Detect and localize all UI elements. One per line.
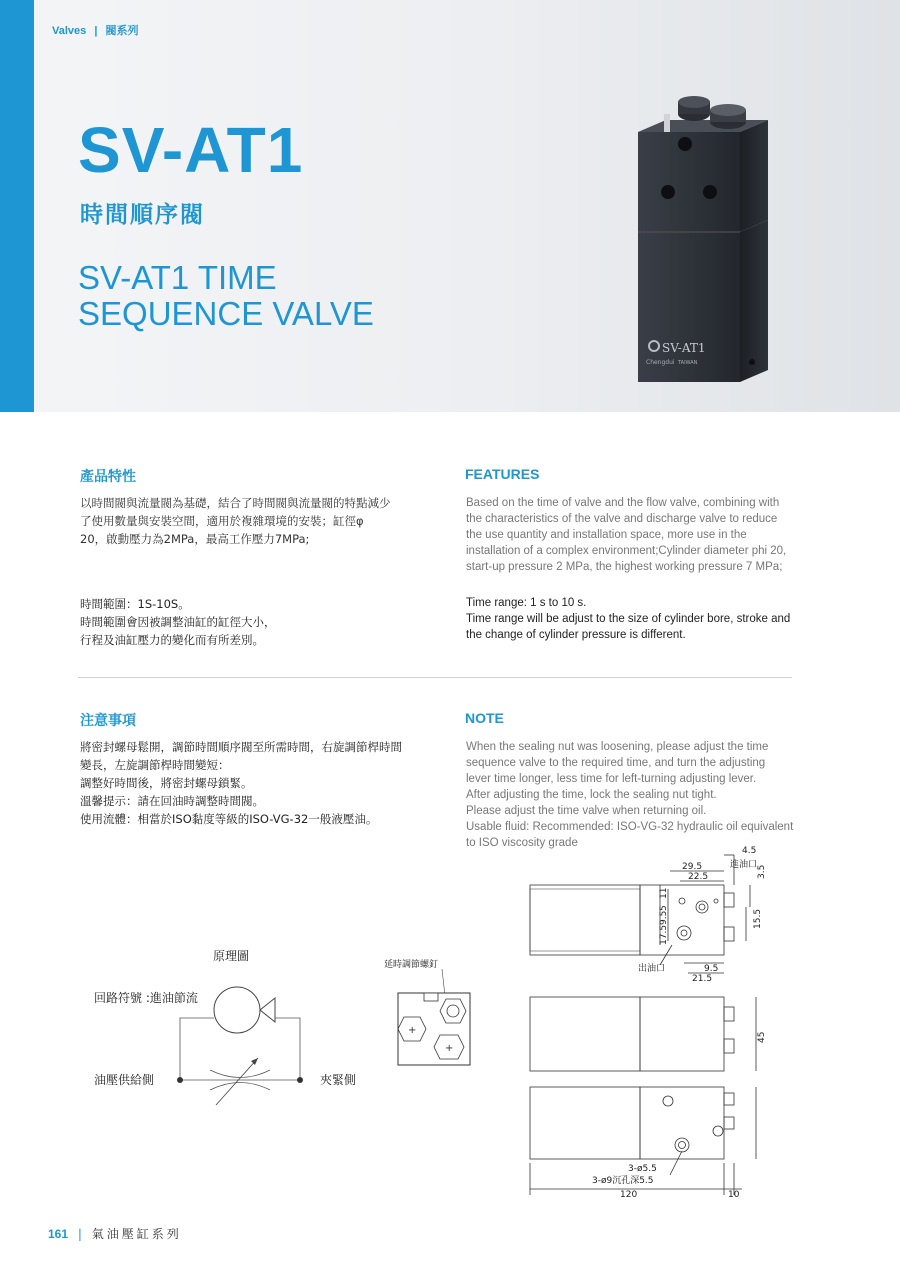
svg-text:+: +: [445, 1043, 454, 1054]
note-title-zh: 注意事項: [80, 712, 136, 728]
time-range-zh: [80, 595, 276, 649]
circuit-symbol-label: 回路符號 :進油節流: [94, 991, 198, 1005]
breadcrumb: [52, 22, 138, 38]
product-name-en-line2: SEQUENCE VALVE: [78, 295, 374, 332]
section-divider: [78, 677, 792, 678]
breadcrumb-en[interactable]: Valves: [52, 25, 87, 37]
product-name-en-line1: SV-AT1 TIME: [78, 259, 277, 296]
photo-model-label: SV-AT1: [662, 341, 706, 355]
note-en-line: Please adjust the time valve when returning oil.: [466, 805, 707, 817]
dim-5: 5: [659, 905, 669, 911]
time-range-en: [466, 595, 790, 643]
dimension-drawing: [520, 845, 790, 1205]
time-range-en-line: Time range will be adjust to the size of cylinder bore, stroke and: [466, 613, 791, 625]
schematic-title: 原理圖: [213, 949, 250, 963]
product-name-zh: 時間順序閥: [80, 202, 205, 228]
dim-9-5-vertical: 9.5: [659, 910, 669, 925]
note-en-line: After adjusting the time, lock the sealing nut tight.: [466, 789, 717, 801]
note-body-zh: [80, 738, 402, 828]
features-en-line: Based on the time of valve and the flow valve, combining with: [466, 497, 780, 509]
accent-bar: [0, 0, 34, 412]
photo-brand-label: Chengdui: [646, 359, 675, 366]
dim-17-5: 17.5: [659, 924, 669, 945]
dim-120: 120: [620, 1190, 638, 1200]
holes-dim-1: 3-ø5.5: [628, 1164, 657, 1174]
note-zh-line: 調整好時間後，將密封螺母鎖緊。: [80, 776, 253, 790]
breadcrumb-zh[interactable]: 閥系列: [105, 25, 139, 37]
valve-product-photo: [620, 92, 780, 392]
features-body-zh: [80, 494, 391, 548]
breadcrumb-separator: |: [94, 25, 98, 37]
dim-22-5: 22.5: [688, 872, 709, 882]
clamp-side-label: 夾緊側: [320, 1073, 357, 1087]
features-zh-line: 了使用數量與安裝空間，適用於複雜環境的安裝；缸徑φ: [80, 514, 364, 528]
dim-29-5: 29.5: [682, 862, 703, 872]
product-name-en: [78, 260, 374, 332]
time-range-en-line: the change of cylinder pressure is different.: [466, 629, 686, 641]
dim-9-5: 9.5: [704, 964, 719, 974]
series-name: 氣油壓缸系列: [91, 1227, 182, 1241]
features-en-line: installation of a complex environment;Cylinder diameter phi 20,: [466, 545, 787, 557]
dim-4-5: 4.5: [742, 846, 757, 856]
note-en-line: Usable fluid: Recommended: ISO-VG-32 hydraulic oil equivalent: [466, 821, 794, 833]
features-title-zh: 產品特性: [80, 468, 136, 484]
features-en-line: the use quantity and installation space, more use in the: [466, 529, 747, 541]
adjust-screw-label: 延時調節螺釘: [384, 960, 439, 970]
note-zh-line: 將密封螺母鬆開，調節時間順序閥至所需時間，右旋調節桿時間: [80, 740, 402, 754]
note-title-en: NOTE: [465, 710, 504, 726]
holes-dim-2: 3-ø9沉孔深5.5: [592, 1176, 654, 1186]
time-range-zh-line: 時間範圍會因被調整油缸的缸徑大小，: [80, 615, 276, 629]
note-zh-line: 使用流體：相當於ISO黏度等級的ISO-VG-32一般液壓油。: [80, 812, 378, 826]
note-zh-line: 變長，左旋調節桿時間變短：: [80, 758, 230, 772]
note-en-line: sequence valve to the required time, and turn the adjusting: [466, 757, 766, 769]
product-code: SV-AT1: [78, 114, 304, 186]
page-number: 161: [48, 1227, 69, 1241]
note-en-line: to ISO viscosity grade: [466, 837, 578, 849]
footer-separator: |: [77, 1227, 82, 1241]
features-body-en: [466, 495, 786, 575]
inlet-label: 進油口: [730, 860, 758, 870]
dim-10: 10: [728, 1190, 740, 1200]
time-range-zh-line: 行程及油缸壓力的變化而有所差別。: [80, 633, 264, 647]
page-footer: [48, 1225, 182, 1242]
adjusting-screw-view: [380, 955, 480, 1070]
dim-15-5: 15.5: [753, 908, 763, 929]
time-range-en-line: Time range: 1 s to 10 s.: [466, 597, 587, 609]
note-en-line: lever time longer, less time for left-turning adjusting lever.: [466, 773, 757, 785]
features-en-line: the characteristics of the valve and discharge valve to reduce: [466, 513, 778, 525]
dim-3-5: 3.5: [757, 864, 767, 879]
dim-21-5: 21.5: [692, 974, 713, 984]
dim-11: 11: [659, 887, 669, 899]
features-en-line: start-up pressure 2 MPa, the highest working pressure 7 MPa;: [466, 561, 783, 573]
note-en-line: When the sealing nut was loosening, please adjust the time: [466, 741, 769, 753]
outlet-label: 出油口: [638, 964, 666, 974]
note-zh-line: 溫馨提示：請在回油時調整時間閥。: [80, 794, 264, 808]
svg-text:+: +: [408, 1025, 417, 1036]
features-title-en: FEATURES: [465, 466, 540, 482]
time-range-zh-line: 時間範圍：1S-10S。: [80, 597, 190, 611]
note-body-en: [466, 739, 793, 851]
features-zh-line: 20，啟動壓力為2MPa，最高工作壓力7MPa;: [80, 532, 310, 546]
dim-45: 45: [757, 1031, 767, 1043]
supply-side-label: 油壓供給側: [94, 1073, 155, 1087]
photo-origin-label: TAIWAN: [678, 360, 698, 366]
features-zh-line: 以時間閥與流量閥為基礎，結合了時間閥與流量閥的特點減少: [80, 496, 391, 510]
